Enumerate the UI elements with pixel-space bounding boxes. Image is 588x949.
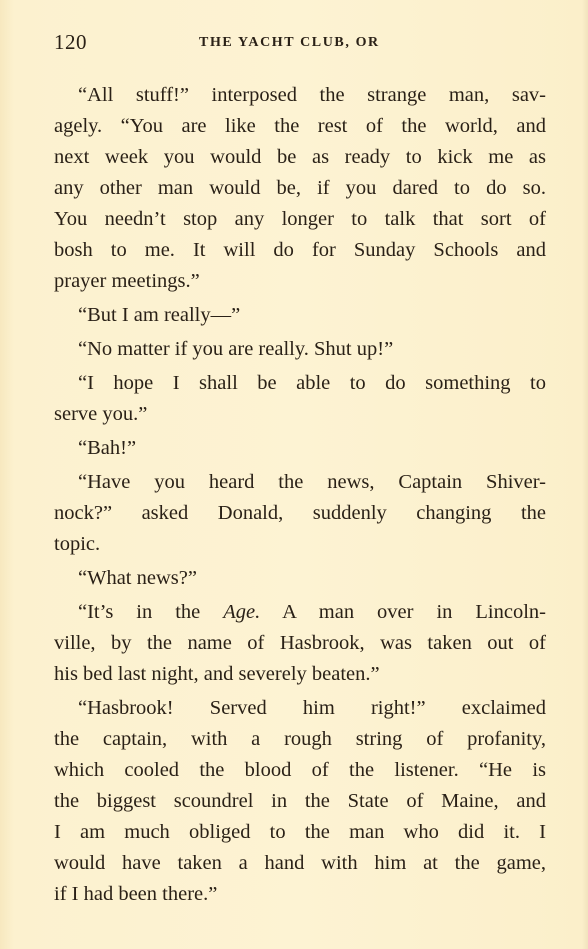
text-segment: A man over in Lincoln- (260, 601, 546, 623)
text-line: ville, by the name of Hasbrook, was taken out of (54, 632, 546, 654)
text-line: You needn’t stop any longer to talk that sort of (54, 208, 546, 230)
text-line: which cooled the blood of the listener. “He is (54, 759, 546, 781)
text-line: “What news?” (78, 567, 197, 589)
text-line: next week you would be as ready to kick me as (54, 146, 546, 168)
text-line: if I had been there.” (54, 883, 218, 905)
text-line: nock?” asked Donald, suddenly changing the (54, 502, 546, 524)
text-line (54, 597, 546, 628)
text-line: his bed last night, and severely beaten.” (54, 663, 380, 685)
text-line: “All stuff!” interposed the strange man, sav- (78, 84, 546, 106)
text-line: the biggest scoundrel in the State of Maine, and (54, 790, 546, 812)
italic-title: Age. (223, 601, 261, 623)
text-line: agely. “You are like the rest of the world, and (54, 115, 546, 137)
page-edge-shadow (582, 0, 588, 949)
text-line: would have taken a hand with him at the game, (54, 852, 546, 874)
text-line: prayer meetings.” (54, 270, 200, 292)
running-title: THE YACHT CLUB, OR (199, 35, 380, 50)
text-line: “I hope I shall be able to do something to (78, 372, 546, 394)
body-text (54, 80, 546, 910)
text-line: I am much obliged to the man who did it. I (54, 821, 546, 843)
text-line: the captain, with a rough string of profanity, (54, 728, 546, 750)
text-line: topic. (54, 533, 101, 555)
text-line: serve you.” (54, 403, 148, 425)
text-line: “Hasbrook! Served him right!” exclaimed (78, 697, 546, 719)
text-line: “No matter if you are really. Shut up!” (78, 338, 394, 360)
running-head (54, 30, 548, 56)
text-line: “Have you heard the news, Captain Shiver- (78, 471, 546, 493)
text-segment: “It’s in the (78, 601, 224, 623)
text-line: “Bah!” (78, 437, 137, 459)
page-number: 120 (54, 30, 87, 54)
text-line: any other man would be, if you dared to do so. (54, 177, 546, 199)
text-line: “But I am really—” (78, 304, 241, 326)
text-line: bosh to me. It will do for Sunday Schools and (54, 239, 546, 261)
